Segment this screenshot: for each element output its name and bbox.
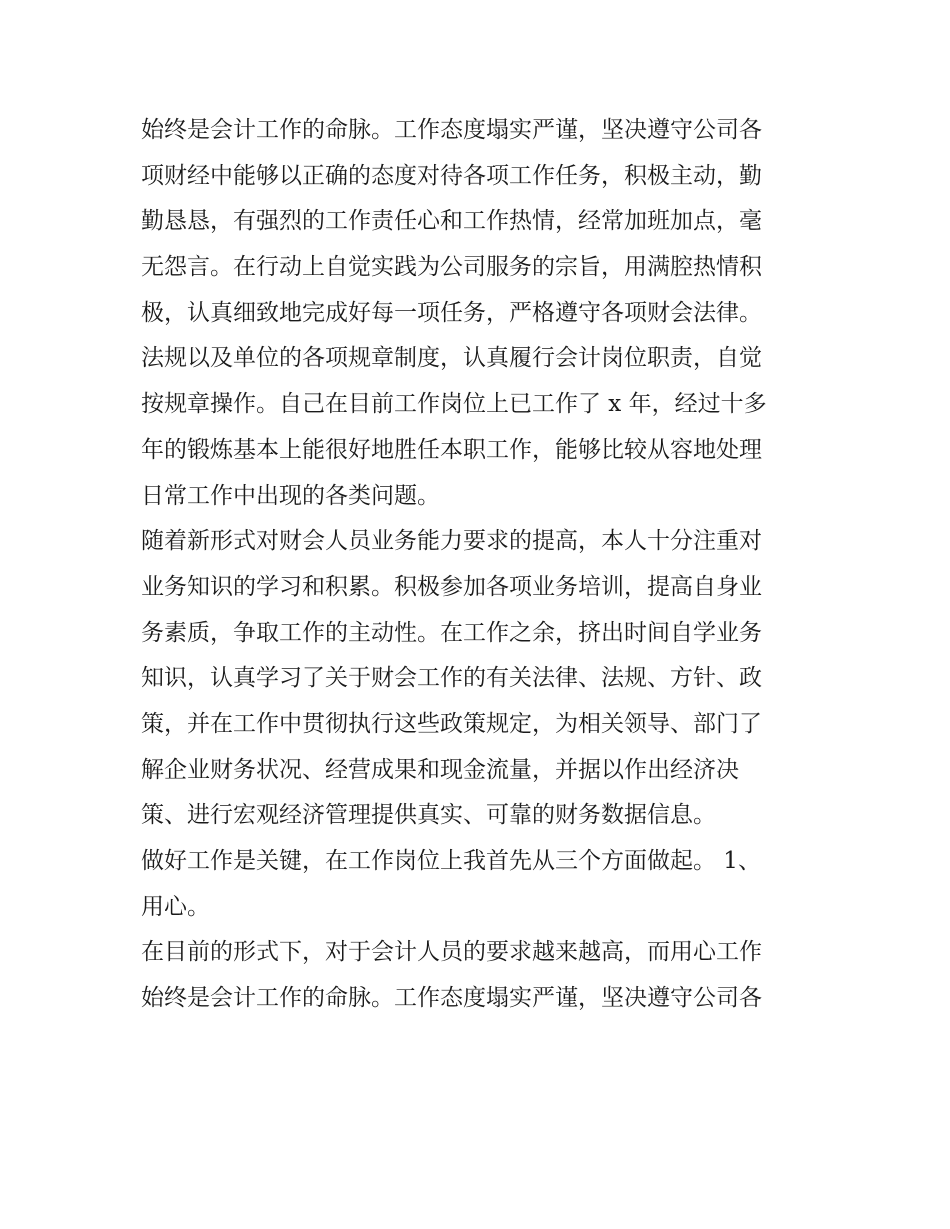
text-line: 勤恳恳，有强烈的工作责任心和工作热情，经常加班加点，毫 bbox=[141, 208, 762, 235]
text-line: 项财经中能够以正确的态度对待各项工作任务，积极主动，勤 bbox=[141, 162, 762, 189]
text-line: 年的锻炼基本上能很好地胜任本职工作，能够比较从容地处理 bbox=[141, 436, 762, 463]
text-line: 业务知识的学习和积累。积极参加各项业务培训，提高自身业 bbox=[141, 573, 762, 600]
text-line: 务素质，争取工作的主动性。在工作之余，挤出时间自学业务 bbox=[141, 619, 762, 646]
text-line: 随着新形式对财会人员业务能力要求的提高，本人十分注重对 bbox=[141, 528, 762, 555]
text-line: 在目前的形式下，对于会计人员的要求越来越高，而用心工作 bbox=[141, 939, 762, 966]
text-line: 用心。 bbox=[141, 893, 210, 920]
text-line: 日常工作中出现的各类问题。 bbox=[141, 482, 440, 509]
body-text bbox=[141, 108, 821, 1022]
text-line: 策、进行宏观经济管理提供真实、可靠的财务数据信息。 bbox=[141, 802, 716, 829]
text-line: 始终是会计工作的命脉。工作态度塌实严谨，坚决遵守公司各 bbox=[141, 117, 762, 143]
text-line: 始终是会计工作的命脉。工作态度塌实严谨，坚决遵守公司各 bbox=[141, 985, 762, 1012]
text-line: 按规章操作。自己在目前工作岗位上已工作了 x 年，经过十多 bbox=[141, 391, 767, 418]
text-line: 做好工作是关键，在工作岗位上我首先从三个方面做起。 1、 bbox=[141, 848, 761, 874]
text-line: 极，认真细致地完成好每一项任务，严格遵守各项财会法律。 bbox=[141, 299, 762, 326]
text-line: 解企业财务状况、经营成果和现金流量，并据以作出经济决 bbox=[141, 756, 739, 783]
text-line: 策，并在工作中贯彻执行这些政策规定，为相关领导、部门了 bbox=[141, 710, 762, 737]
text-line: 法规以及单位的各项规章制度，认真履行会计岗位职责，自觉 bbox=[141, 345, 762, 372]
text-line: 知识，认真学习了关于财会工作的有关法律、法规、方针、政 bbox=[141, 665, 762, 692]
text-line: 无怨言。在行动上自觉实践为公司服务的宗旨，用满腔热情积 bbox=[141, 254, 762, 281]
